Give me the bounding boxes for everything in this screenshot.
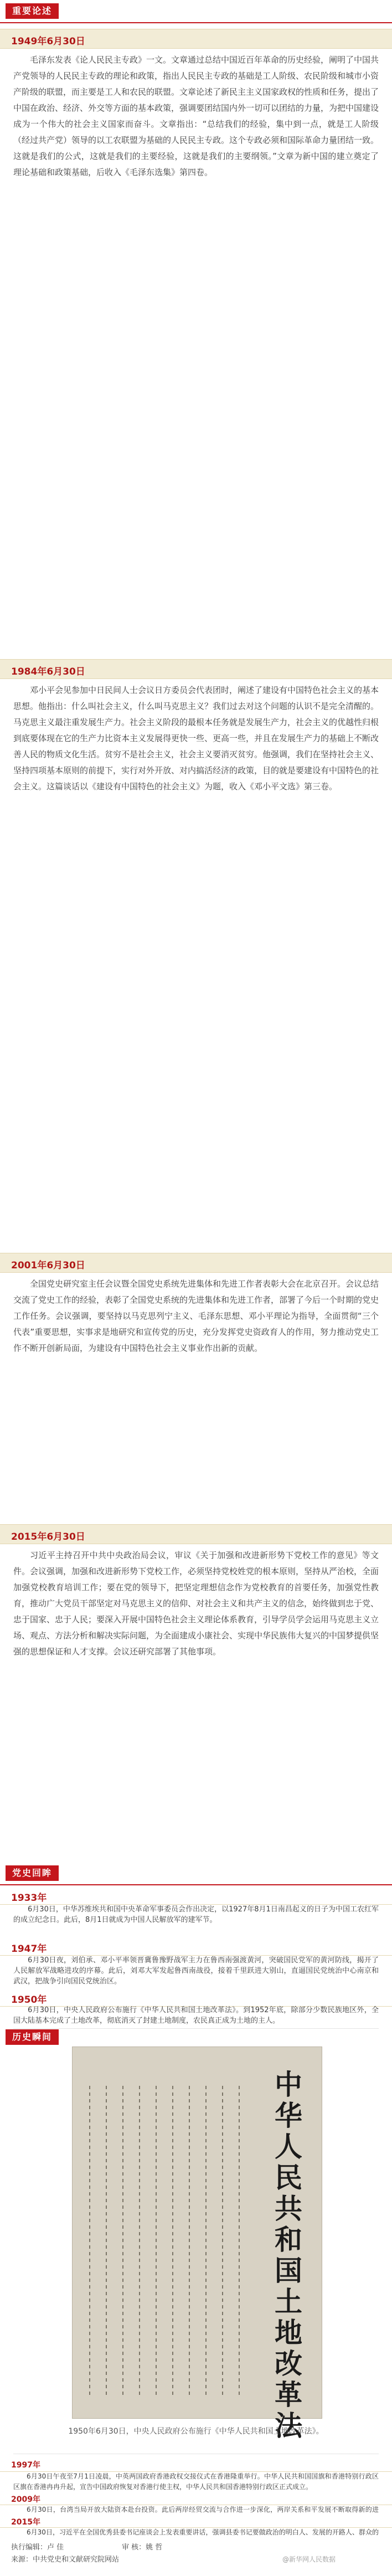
photo-title: 中华人民共和国土地改革法 [275, 2068, 302, 2442]
photo-text-columns [89, 2086, 255, 2396]
history-year-header [0, 1988, 392, 2007]
entry-date-header [0, 659, 392, 679]
history-paragraph: 6月30日，习近平在全国优秀县委书记座谈会上发表重要讲话，强调县委书记要做政治的明白人、发展的开路人、群众的 [27, 2528, 379, 2536]
entry-paragraph: 邓小平会见参加中日民间人士会议日方委员会代表团时，阐述了建设有中国特色社会主义的基本思想。他指出：什么叫社会主义，什么叫马克思主义？我们过去对这个问题的认识不是完全清醒的。马克思主义最注重发展生产力。社会主义阶段的最根本任务就是发展生产力，社会主义的优越性归根到底要体现在它的生产力比资本主义发展得更快一些、更高一些，并且在发展生产力的基础上不断改善人民的物质文化生活。贫穷不是社会主义，社会主义要消灭贫穷。他强调，我们在坚持社会主义、坚持四项基本原则的前提下，实行对外开放、对内搞活经济的政策，目的就是要建设有中国特色的社会主义。这篇谈话以《建设有中国特色的社会主义》为题，收入《邓小平文选》第三卷。 [13, 685, 379, 791]
entry-date-header [0, 1253, 392, 1273]
history-paragraph: 6月30日夜，刘伯承、邓小平率领晋冀鲁豫野战军主力在鲁西南强渡黄河，突破国民党军的黄河防线，揭开了人民解放军战略进攻的序幕。此后，刘邓大军发起鲁西南战役，接着千里跃进大别山，直逼国民党统治中心南京和武汉，把战争引向国民党统治区。 [13, 1956, 379, 1986]
entry-paragraph: 毛泽东发表《论人民民主专政》一文。文章通过总结中国近百年革命的历史经验，阐明了中国共产党领导的人民民主专政的理论和政策，指出人民民主专政的基础是工人阶级、农民阶级和城市小资产阶级的联盟，而主要是工人和农民的联盟。文章论述了新民主主义国家政权的性质和任务，提出了中国在政治、经济、外交等方面的基本政策，强调要团结国内外一切可以团结的力量，为把中国建设成为一个伟大的社会主义国家而奋斗。文章指出：“总结我们的经验，集中到一点，就是工人阶级（经过共产党）领导的以工农联盟为基础的人民民主专政。这个专政必须和国际革命力量团结一致。这就是我们的公式，这就是我们的主要经验，这就是我们的主要纲领。”文章为新中国的建立奠定了理论基础和政策基础，后收入《毛泽东选集》第四卷。 [13, 55, 379, 177]
history-year-header [0, 1886, 392, 1905]
history-paragraph: 6月30日，台湾当局开放大陆资本赴台投资。此后两岸经贸交流与合作进一步深化，两岸关系和平发展不断取得新的进 [27, 2506, 379, 2513]
photo-caption: 1950年6月30日，中央人民政府公布施行《中华人民共和国土地改革法》。 [68, 2427, 324, 2436]
section-header-history [0, 1862, 392, 1885]
history-paragraph: 6月30日午夜至7月1日凌晨，中英两国政府香港政权交接仪式在香港隆重举行。中华人民共和国国旗和香港特别行政区区旗在香港冉冉升起，宣告中国政府恢复对香港行使主权，中华人民共和国香港特别行政区正式成立。 [13, 2472, 379, 2491]
history-year: 1997年 [11, 2461, 40, 2470]
entry-date: 2001年6月30日 [11, 1260, 85, 1271]
entry-date-header [0, 1524, 392, 1544]
entry-date: 1984年6月30日 [11, 666, 85, 677]
entry-paragraph: 全国党史研究室主任会议暨全国党史系统先进集体和先进工作者表彰大会在北京召开。会议总结交流了党史工作的经验，表彰了全国党史系统的先进集体和先进工作者，部署了今后一个时期的党史工作任务。会议强调，要坚持以马克思列宁主义、毛泽东思想、邓小平理论为指导，全面贯彻“三个代表”重要思想，实事求是地研究和宣传党的历史，充分发挥党史资政育人的作用，努力推动党史工作不断开创新局面，为建设有中国特色社会主义事业作出新的贡献。 [13, 1279, 379, 1353]
history-year: 1933年 [11, 1893, 47, 1904]
section-tag: 重要论述 [6, 3, 59, 19]
history-year-header [0, 2458, 392, 2472]
entry-date: 1949年6月30日 [11, 36, 85, 47]
history-year: 1947年 [11, 1943, 47, 1955]
divider [13, 2028, 379, 2029]
history-year: 2009年 [11, 2495, 40, 2504]
history-paragraph: 6月30日，中央人民政府公布施行《中华人民共和国土地改革法》。到1952年底，除部分少数民族地区外，全国大陆基本完成了土地改革，彻底消灭了封建土地制度，农民真正成为土地的主人。 [13, 2006, 379, 2025]
editor-credit: 执行编辑：卢 佳 [11, 2543, 64, 2552]
history-year-header [0, 2515, 392, 2528]
history-year: 1950年 [11, 1994, 47, 2006]
entry-date-header [0, 29, 392, 49]
source-credit: 来源：中共党史和文献研究院网站 [11, 2556, 120, 2564]
entry-paragraph: 习近平主持召开中共中央政治局会议，审议《关于加强和改进新形势下党校工作的意见》等文件。会议强调，加强和改进新形势下党校工作，必须坚持党校姓党的根本原则，坚持从严治校，全面加强党校教育培训工作；要在党的领导下，把坚定理想信念作为党校教育的首要任务，加强党性教育，推动广大党员干部坚定对马克思主义的信仰、对社会主义和共产主义的信念，始终做到忠于党、忠于国家、忠于人民；要深入开展中国特色社会主义理论体系教育，引导学员学会运用马克思主义立场、观点、方法分析和解决实际问题，为全面建成小康社会、实现中华民族伟大复兴的中国梦提供坚强的思想保证和人才支撑。会议还研究部署了其他事项。 [13, 1550, 379, 1657]
section-header-review [0, 0, 392, 23]
review-credit: 审 核：姚 哲 [122, 2543, 163, 2552]
section-tag: 历史瞬间 [6, 2029, 59, 2045]
section-header-moment [0, 2029, 66, 2045]
entry-date: 2015年6月30日 [11, 1531, 85, 1542]
history-paragraph: 6月30日，中华苏维埃共和国中央革命军事委员会作出决定，以1927年8月1日南昌起义的日子为中国工农红军的成立纪念日。此后，8月1日就成为中国人民解放军的建军节。 [13, 1905, 379, 1924]
history-year-header [0, 1937, 392, 1956]
section-tag: 党史回眸 [6, 1865, 59, 1881]
history-year-header [0, 2492, 392, 2505]
watermark: @新华网人民数据 [282, 2556, 336, 2563]
history-year: 2015年 [11, 2518, 40, 2527]
